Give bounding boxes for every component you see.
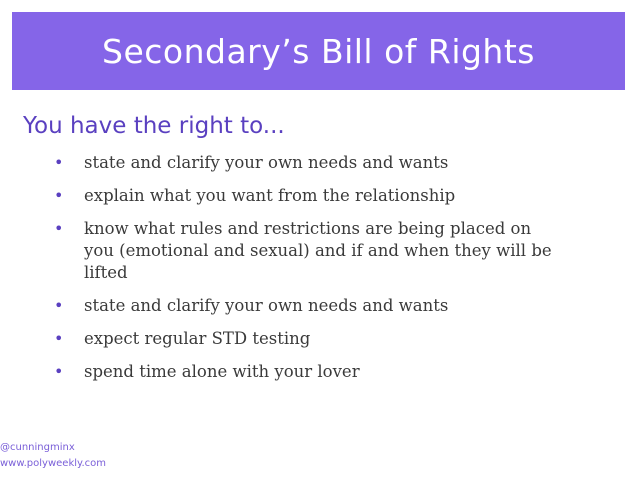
footer-handle: @cunningminx: [0, 442, 75, 453]
bullet-icon: •: [54, 296, 64, 315]
bullet-icon: •: [54, 186, 64, 205]
footer: [0, 440, 106, 472]
bullet-text: explain what you want from the relationship: [84, 186, 456, 205]
bullet-icon: •: [54, 362, 64, 381]
title-bar: [12, 12, 625, 90]
bullet-text: expect regular STD testing: [84, 329, 311, 348]
list-item: [54, 185, 574, 207]
list-item: [54, 218, 574, 284]
list-item: [54, 295, 574, 317]
slide-subtitle: You have the right to...: [23, 113, 285, 139]
bullet-list: [54, 152, 574, 394]
bullet-icon: •: [54, 329, 64, 348]
list-item: [54, 328, 574, 350]
slide-title: Secondary’s Bill of Rights: [102, 31, 535, 71]
list-item: [54, 361, 574, 383]
bullet-icon: •: [54, 219, 64, 238]
bullet-text: state and clarify your own needs and wants: [84, 153, 449, 172]
bullet-text: state and clarify your own needs and wants: [84, 296, 449, 315]
footer-website-link[interactable]: www.polyweekly.com: [0, 458, 107, 469]
bullet-icon: •: [54, 153, 64, 172]
bullet-text: know what rules and restrictions are being placed on you (emotional and sexual) and if and when they will be lifted: [84, 219, 552, 282]
list-item: [54, 152, 574, 174]
bullet-text: spend time alone with your lover: [84, 362, 360, 381]
